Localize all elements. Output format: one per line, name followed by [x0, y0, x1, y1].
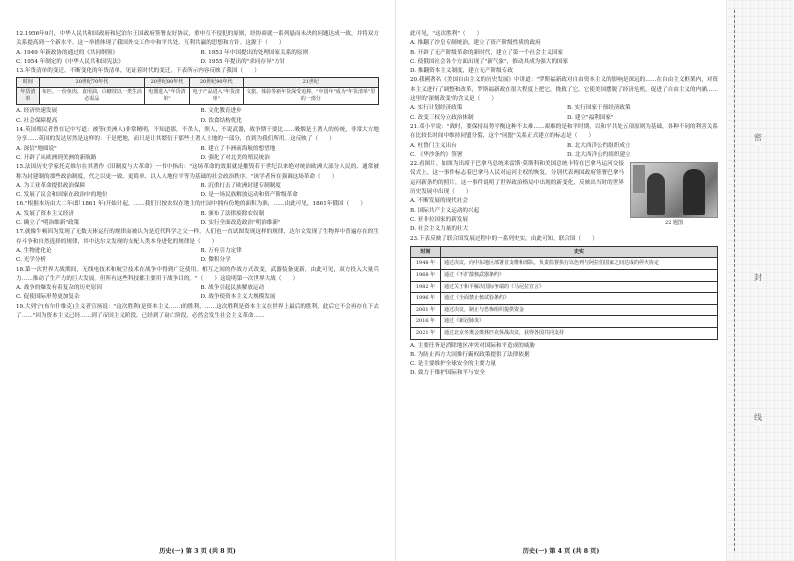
- option-a: A. 不断发展的现代社会: [410, 198, 468, 205]
- table-cell-year: 1996 年: [411, 293, 441, 305]
- table-cell-fact: 通过北京冬奥会奥林匹克休战决议，获得各国共同支持: [441, 327, 718, 339]
- table-header: 史实: [441, 246, 718, 258]
- options: [410, 142, 718, 161]
- option-a: A. 生物进化论: [16, 247, 52, 254]
- person-silhouette: [683, 169, 705, 215]
- option-c: C. 社会保障提高: [16, 117, 58, 124]
- option-c: C. 光学分析: [16, 257, 47, 264]
- question-23: [410, 235, 718, 379]
- treaty-signing-photo: [630, 162, 718, 218]
- option-d: D. 致力于维护国际和平与安全: [410, 370, 485, 377]
- option-b: B. 为防止西方大国推行霸权政策提供了法律依据: [410, 351, 530, 358]
- question-22-text: [410, 160, 624, 234]
- options: [16, 49, 379, 68]
- option-c: C. 开辟了从欧洲到美洲的新航路: [16, 154, 97, 161]
- question-stem: 18.第一次世界大战期间，无线电技术和航空技术在战争中得到广泛使用。相互之间的作战方式改变，武器装备更新，由此可见，双方投入大量兵力……推动了生产力的巨大发展。但所有这些科技都主要用于战争目的。"（ ）这说明第一次世界大战（ ）: [16, 266, 379, 282]
- table-cell-year: 2016 年: [411, 316, 441, 328]
- option-b: B. 开辟了无产阶级革命的新时代，建立了第一个社会主义国家: [410, 49, 564, 56]
- option-b: B. 建立了丰洲前海航的想望地: [200, 145, 276, 152]
- question-19-continued: [410, 30, 718, 76]
- table-cell-fact: 通过《不扩散核武器条约》: [441, 270, 718, 282]
- table-header: 20世纪70年代: [39, 78, 144, 88]
- option-d: D. 社会主义力量的壮大: [410, 226, 469, 233]
- table-header: 20世纪80年代: [144, 78, 189, 88]
- exam-page-right: [396, 0, 726, 561]
- question-stem: 此可见，"这次胜利"（ ）: [410, 31, 483, 37]
- option-a: A. 深信"地圆说": [16, 145, 57, 152]
- question-stem: 14.英国殖民者曾在记中写道：被等(美洲人)非常精明，不知道那，不杀人，照人，不说武器，战争期干要比……吸烟是土著人的传统，非常大方地分享……英国的发达居然是这样的：于是把地，而只是让其繁衍于那些土著人土地的一部分，直到为我们所用。这反映了（ ）: [16, 127, 379, 143]
- question-13: [16, 67, 379, 126]
- option-b: B. 万有引力定律: [200, 247, 242, 254]
- table-cell-year: 1948 年: [411, 258, 441, 270]
- option-d: D. 推翻资本主义制度，建立无产阶级专政: [410, 68, 513, 75]
- options: [16, 284, 379, 303]
- question-stem: 21.邓小平说："战时，要保持局势平衡这种不太难……艰难的是和平时期，以和平共处五项原则为基础，各种不同的利害关系在比较长时间中维持同盟分裂，这个"同盟"关系正式建立的标志是（ ）: [410, 123, 718, 140]
- table-header: 时间: [411, 246, 441, 258]
- option-c: C. 促使国际形势更加复杂: [16, 294, 80, 301]
- option-c: C. 发展了议会和国家在政治中的地位: [16, 192, 108, 199]
- shopping-list-table: [16, 77, 379, 105]
- question-22: [410, 160, 718, 234]
- option-a: A. 经济快速发展: [16, 108, 58, 115]
- option-a: A. 为工业革命提供政治保障: [16, 182, 86, 189]
- table-cell: 文旅、体验等新年货深受追捧，"中国年"成为"年货清单"里的一部分: [243, 88, 378, 105]
- table-cell-fact: 通过关于和平解决国际争端的《马尼拉宣言》: [441, 281, 718, 293]
- option-c: C. 《华沙条约》签署: [410, 151, 463, 158]
- seal-char: 封: [754, 270, 762, 285]
- option-a: A. 战争的爆发有着复杂的历史原因: [16, 285, 102, 292]
- table-cell-fact: 通过决议，向中东地区部署首支维和部队，负责监督执行以色列与阿拉伯国家之间达成的停火协定: [441, 258, 718, 270]
- option-b: B. 北大西洋公约组织成立: [567, 142, 631, 149]
- option-a: A. 发展了资本主义经济: [16, 210, 74, 217]
- option-b: B. 文化教育进步: [200, 108, 242, 115]
- page-footer: 历史(一) 第 4 页 (共 8 页): [522, 548, 600, 555]
- question-20: [410, 76, 718, 122]
- table-cell-year: 2021 年: [411, 327, 441, 339]
- options: [16, 182, 379, 201]
- question-19: [16, 303, 379, 322]
- question-15: [16, 163, 379, 200]
- question-stem: 16."根据本历由大二年(即 1861 年)开始计起，……我们只按农奴在地主的庄园中拥有份地的面积为准，……由此可见，1861年俄国（ ）: [16, 201, 366, 208]
- option-a: A. 杜鲁门主义出台: [410, 142, 457, 149]
- option-c: C. 是主要维护全球安全的主要力量: [410, 361, 496, 368]
- question-14: [16, 126, 379, 163]
- exam-page-left: [0, 0, 396, 561]
- option-d: D. 是一场民族解放运动和资产阶级革命: [200, 192, 298, 199]
- question-stem: 22.看图片。如图为出席于巴拿马总统米雷斯·莫斯科和美国总统卡特在巴拿马运河交接仪式上，这一事件标志着巴拿马人民对运河主权的恢复，分别代表两国政府签署巴拿马运河新条约的照片，这一事件说明了世界政治格局中出现的新变化，反映出当时的世界历史发展中出现（ ）: [410, 161, 624, 196]
- question-21: [410, 123, 718, 160]
- table-header: 20世纪90年代: [189, 78, 243, 88]
- option-a: A. 推翻了沙皇专制统治，建立了资产阶级性质的政府: [410, 40, 541, 47]
- table-cell-year: 1968 年: [411, 270, 441, 282]
- option-d: D. 建立"福利国家": [567, 114, 614, 121]
- person-silhouette: [647, 173, 665, 215]
- option-b: B. 国际共产主义运动的兴起: [410, 207, 480, 214]
- question-22-figure: [630, 160, 718, 234]
- table-row: [411, 270, 718, 282]
- options: [16, 210, 379, 229]
- seal-dashed-line: [734, 10, 735, 551]
- table-row: [411, 304, 718, 316]
- table-row: [411, 293, 718, 305]
- question-stem: 13.年货清单的变迁，不断变化的年货清单，见证着时代的变迁。下表所示内容反映了我国（ ）: [16, 68, 260, 75]
- option-c: C. 使俄国社会各个方面出现了"新气象"，推动其成为强大的国家: [410, 58, 569, 65]
- option-a: A. 1949 年新政协的通过的《共同纲领》: [16, 49, 118, 56]
- page-footer: 历史(一) 第 3 页 (共 8 页): [159, 548, 236, 555]
- option-c: C. 亚非拉国家的新发展: [410, 216, 468, 223]
- question-18: [16, 266, 379, 303]
- table-header: 时间: [17, 78, 40, 88]
- flag-shape: [633, 165, 645, 193]
- table-row: [411, 281, 718, 293]
- option-d: D. 饮食结构优化: [200, 117, 242, 124]
- row-label: 年货清单: [17, 88, 40, 105]
- table-row: [411, 327, 718, 339]
- question-stem: 12.1956年9月，中华人民共和国政府和尼泊尔王国政府签署友好协议，重申互不侵犯的原则，经协商就一系列悬而未决的问题达成一致，并将双方关系提高到一个新水平。这一举措体现了我国外交工作中和平共处、互利共赢的思想和方针。这源于（ ）: [16, 31, 379, 47]
- option-c: C. 确立了"明治维新"政策: [16, 220, 80, 227]
- option-d: D. 微积分学: [200, 257, 231, 264]
- option-c: C. 1954 年制定的《中华人民共和国宪法》: [16, 58, 124, 65]
- option-b: B. 颁布了法律废除农奴制: [200, 210, 265, 217]
- option-d: D. 北大西洋公约组织建立: [567, 151, 631, 158]
- option-d: D. 战争使资本主义大规模发展: [200, 294, 276, 301]
- option-a: A. 主要任务是消除地区冲突对国际和平造成的威胁: [410, 342, 536, 349]
- table-cell-year: 1982 年: [411, 281, 441, 293]
- question-stem: 17.就像牛顿因为发现了无数天体运行的规律而被认为是近代科学之父一样，人们也一直试图发现这样的规律，达尔文发现了生物界中普遍存在的生存斗争和自然选择的规律，其中达尔文发现的支配人类本身进化的规律是（ ）: [16, 229, 379, 245]
- question-stem: 15.法国历史学家托克维尔在其著作《旧制度与大革命》一书中指出："这场革命的效果就是摧毁若干世纪以来绝对统治欧洲大部分人民的、通常被称为封建制的那些政治制度，代之以更一致、更简单、以人人地位平等为基础的社会政治秩序。"该学者旨在强调这场革命（ ）: [16, 164, 379, 180]
- table-cell-fact: 通过决议，制止与恐怖组织提供资金: [441, 304, 718, 316]
- options: [16, 247, 379, 266]
- option-a: A. 实行计划经济政策: [410, 105, 463, 112]
- options: [410, 39, 718, 76]
- un-history-table: [410, 246, 718, 340]
- table-cell: 布匹、一份鱼肉、食用油，白糖技以一类生活必需品: [39, 88, 144, 105]
- option-d: D. 1955 年提出的"求同存异"方针: [200, 58, 286, 65]
- question-stem: 19.大列宁(布尔什维克)主义者宣扬说："这次胜利(是资本主义……)的胜利，……这次胜利是资本主义在世界上最后的胜利，此后它不会再存在下去了……"因为资本主义已经……到了帝国主义阶段，已经到了衰亡阶段，必然会发生社会主义革命……: [16, 303, 379, 320]
- table-row: [411, 258, 718, 270]
- table-header: 21世纪: [243, 78, 378, 88]
- question-17: [16, 228, 379, 265]
- options: [16, 145, 379, 164]
- table-cell-fact: 通过《新冠肺炎》: [441, 316, 718, 328]
- table-cell-year: 2001 年: [411, 304, 441, 316]
- table-cell: 电器进入"年货清单": [144, 88, 189, 105]
- table-cell: 电子产品进入"年货清单": [189, 88, 243, 105]
- table-row: [411, 316, 718, 328]
- figure-caption: 22 题图: [665, 220, 683, 227]
- option-b: B. 战争引起民族解放运动: [200, 285, 265, 292]
- question-12: [16, 30, 379, 67]
- option-b: B. 实行国家干预经济政策: [567, 105, 631, 112]
- option-d: D. 实行全面改造政治"明治维新": [200, 220, 281, 227]
- question-16: [16, 200, 379, 228]
- options: [16, 107, 379, 126]
- options: [410, 197, 624, 234]
- option-b: B. 1953 年中国提出的处理国家关系的原则: [200, 49, 309, 56]
- option-b: B. 沉重打击了欧洲封建专制制度: [200, 182, 281, 189]
- question-stem: 20.我國著名《美国自由主义的历史发展》中讲道："罗斯福新政对自由资本主义的影响是深远的……在自由主义框架内，对资本主义进行了调整和改革，罗斯福新政在很大程度上把它，挽救了它，它使美国摆脱了经济危机，促进了自由主义的内涵……这里的'深刻改变'的含义是（ ）: [410, 77, 718, 103]
- seal-char: 线: [754, 410, 762, 425]
- binding-margin: [726, 0, 794, 561]
- option-d: D. 强化了对北美的殖民统治: [200, 154, 270, 161]
- question-stem: 23.下表反映了联合国发展过程中的一系列史实，由此可知，联合国（ ）: [410, 235, 598, 242]
- options: [410, 104, 718, 123]
- seal-char: 密: [754, 130, 762, 145]
- table-cell-fact: 通过《全面禁止核试验条约》: [441, 293, 718, 305]
- option-c: C. 改变三权分立政治体制: [410, 114, 474, 121]
- options: [410, 342, 718, 379]
